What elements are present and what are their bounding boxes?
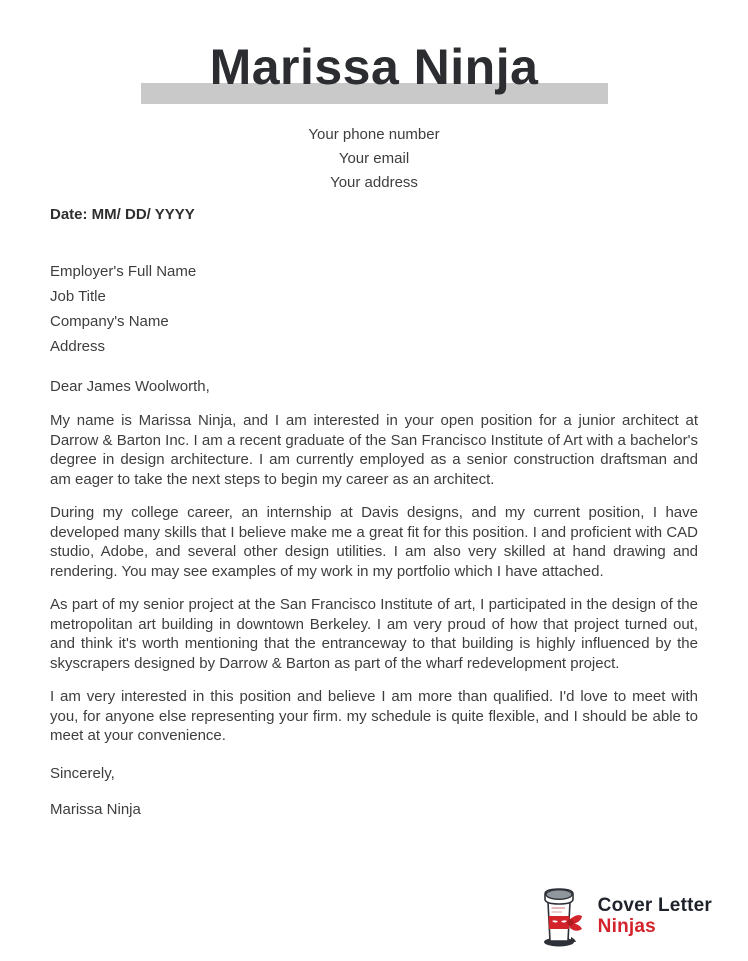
signature: Marissa Ninja xyxy=(50,801,141,818)
logo-text xyxy=(598,895,712,937)
closing: Sincerely, xyxy=(50,764,115,782)
brand-logo xyxy=(535,885,712,947)
recipient-block xyxy=(50,259,698,359)
letter-body xyxy=(50,205,698,820)
recipient-address: Address xyxy=(50,338,106,355)
contact-phone: Your phone number xyxy=(308,126,440,143)
recipient-company: Company's Name xyxy=(50,313,169,330)
recipient-job-title: Job Title xyxy=(50,288,106,305)
body-paragraph-3: As part of my senior project at the San Francisco Institute of art, I participated in the design of the metropolitan art building in downtown Berkeley. I am very proud of how that project turned out, and think it's worth mentioning that the entranceway to that building is highly influenced by the skyscrapers designed by Darrow & Barton as part of the wharf redevelopment project. xyxy=(50,596,698,672)
contact-block xyxy=(0,123,748,195)
body-paragraph-1: My name is Marissa Ninja, and I am interested in your open position for a junior architect at Darrow & Barton Inc. I am a recent graduate of the San Francisco Institute of Art with a bachelor's degree in design architecture. I am currently employed as a senior construction draftsman and am eager to take the next steps to begin my career as an architect. xyxy=(50,412,698,488)
recipient-name: Employer's Full Name xyxy=(50,263,197,280)
ninja-scroll-icon xyxy=(535,885,589,947)
logo-text-primary: Cover Letter xyxy=(597,895,712,916)
contact-address: Your address xyxy=(330,174,418,191)
page-title: Marissa Ninja xyxy=(209,39,539,95)
date-line: Date: MM/ DD/ YYYY xyxy=(50,206,195,223)
body-paragraph-4: I am very interested in this position and believe I am more than qualified. I'd love to meet with you, for anyone else representing your firm. my schedule is quite flexible, and I should be able to meet at your convenience. xyxy=(50,688,698,744)
contact-email: Your email xyxy=(338,150,410,167)
logo-text-accent: Ninjas xyxy=(597,916,656,937)
salutation: Dear James Woolworth, xyxy=(50,378,210,395)
body-paragraph-2: During my college career, an internship at Davis designs, and my current position, I have developed many skills that I believe make me a great fit for this position. I and proficient with CAD studio, Adobe, and several other design utilities. I am also very skilled at hand drawing and rendering. You may see examples of my work in my portfolio which I have attached. xyxy=(50,504,698,580)
